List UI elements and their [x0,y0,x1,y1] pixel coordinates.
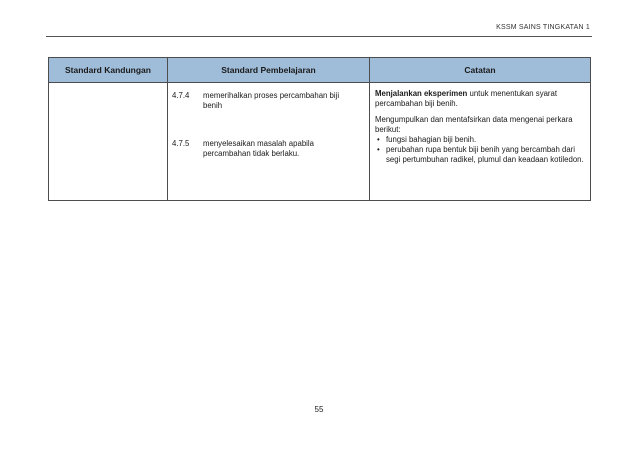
table-header-row [49,58,591,83]
running-header: KSSM SAINS TINGKATAN 1 [496,24,590,31]
column-header-standard-kandungan: Standard Kandungan [49,58,168,83]
learning-standard-code: 4.7.4 [172,91,190,100]
page-number: 55 [314,405,324,414]
note-bold-phrase: Menjalankan eksperimen [375,89,468,98]
note-bullet-item: • perubahan rupa bentuk biji benih yang bercambah dari segi pertumbuhan radikel, plumul dan keadaan kotiledon. [375,145,584,165]
learning-standard-item [168,91,369,111]
cell-standard-pembelajaran [168,83,370,201]
learning-standard-text: memerihalkan proses percambahan biji benih [203,91,340,110]
note-paragraph-2: Mengumpulkan dan mentafsirkan data mengenai perkara berikut: [375,115,573,134]
column-header-catatan: Catatan [370,58,591,83]
note-bullet-list [375,135,584,165]
column-header-standard-pembelajaran: Standard Pembelajaran [168,58,370,83]
table-row [49,83,591,201]
learning-standard-text: menyelesaikan masalah apabila percambahan tidak berlaku. [203,139,314,158]
cell-standard-kandungan [49,83,168,201]
learning-standard-item [168,139,369,159]
note-paragraph-1 [375,89,584,109]
curriculum-table [48,57,591,201]
header-rule [46,36,592,37]
cell-catatan [370,83,591,201]
note-paragraph-rest: untuk menentukan syarat percambahan biji benih. [375,89,558,108]
learning-standard-code: 4.7.5 [172,139,190,148]
note-bullet-item: • fungsi bahagian biji benih. [375,135,584,145]
